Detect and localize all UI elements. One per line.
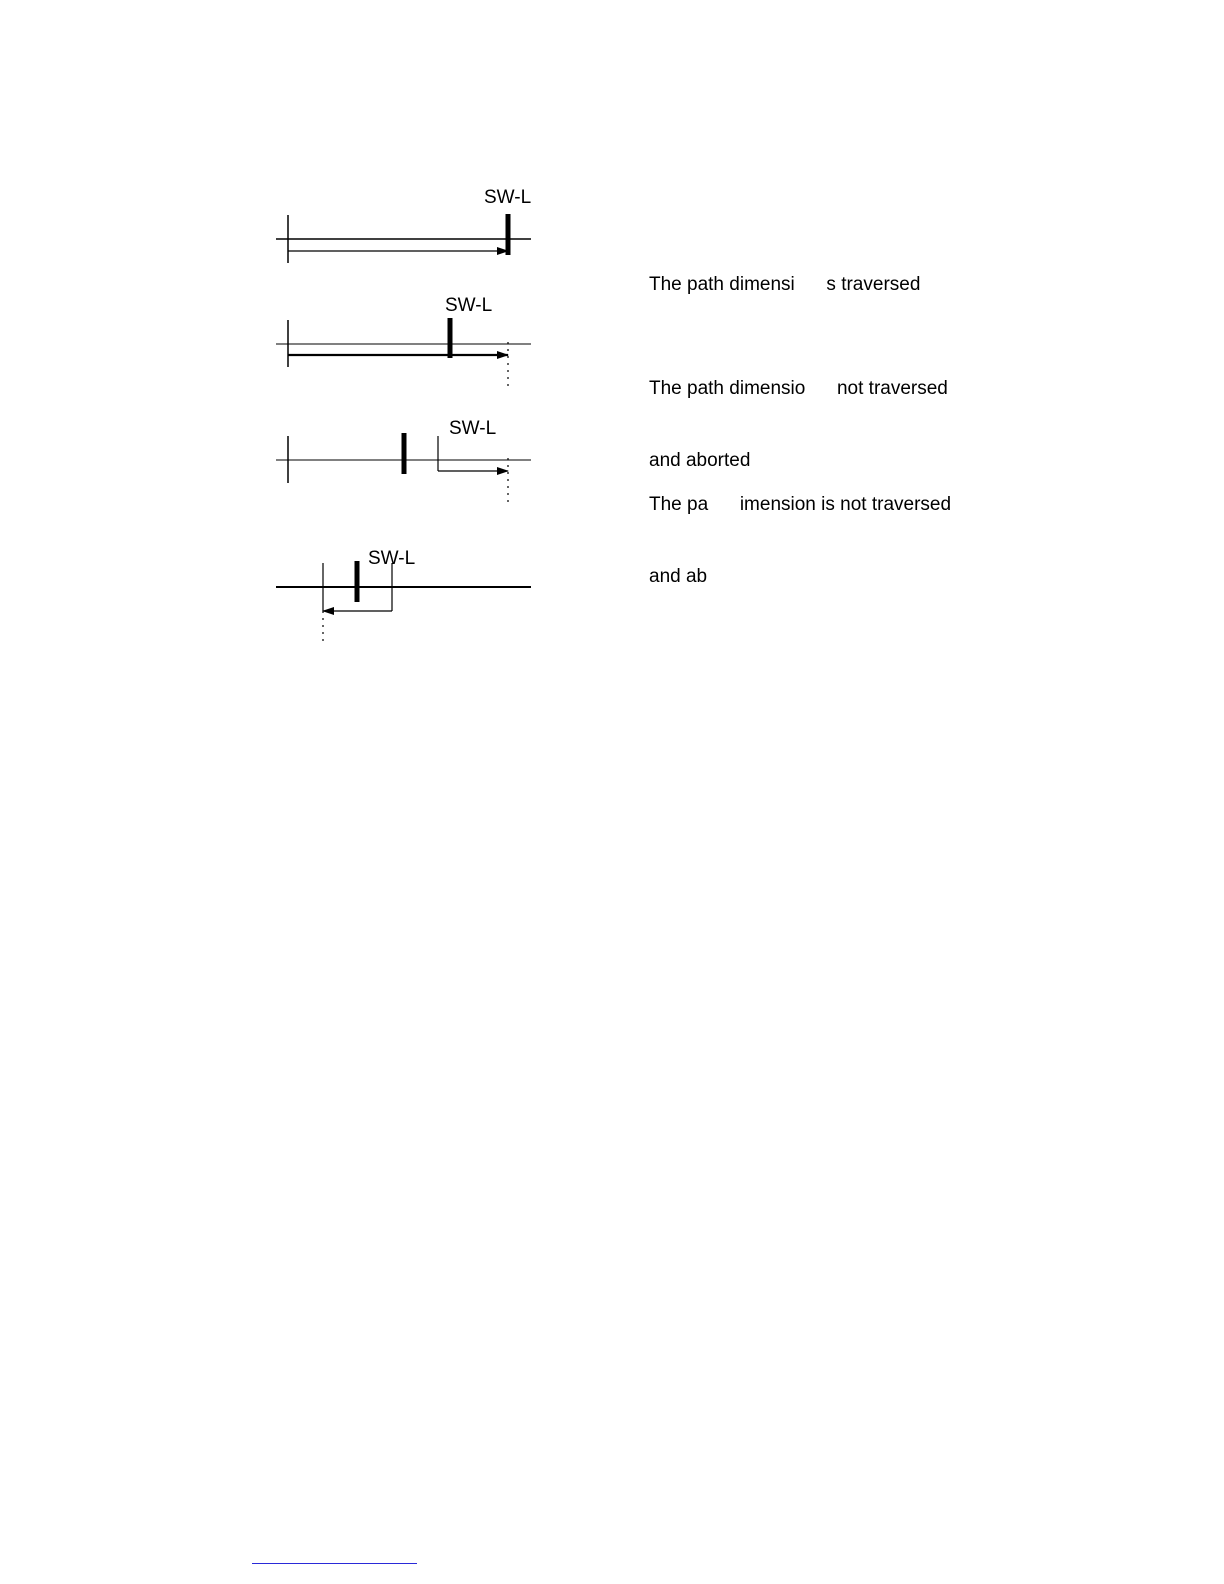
case-3-caption <box>649 445 951 613</box>
case-4 <box>276 548 531 645</box>
caption-line: The path dimensi s traversed <box>649 274 921 295</box>
case-1-caption <box>649 225 920 321</box>
footer-link-underline <box>252 1563 417 1564</box>
sw-limit-label: SW-L <box>449 418 497 439</box>
case-3 <box>276 418 531 506</box>
caption-line: The path dimensio not traversed <box>649 378 948 399</box>
caption-line: and aborted <box>649 450 751 471</box>
sw-limit-label: SW-L <box>484 187 532 208</box>
case-1 <box>276 187 531 263</box>
caption-line: The pa imension is not traversed <box>649 494 952 515</box>
sw-limit-label: SW-L <box>445 295 493 316</box>
caption-line: and ab <box>649 566 708 587</box>
sw-limit-label: SW-L <box>368 548 416 569</box>
case-2 <box>276 295 531 390</box>
